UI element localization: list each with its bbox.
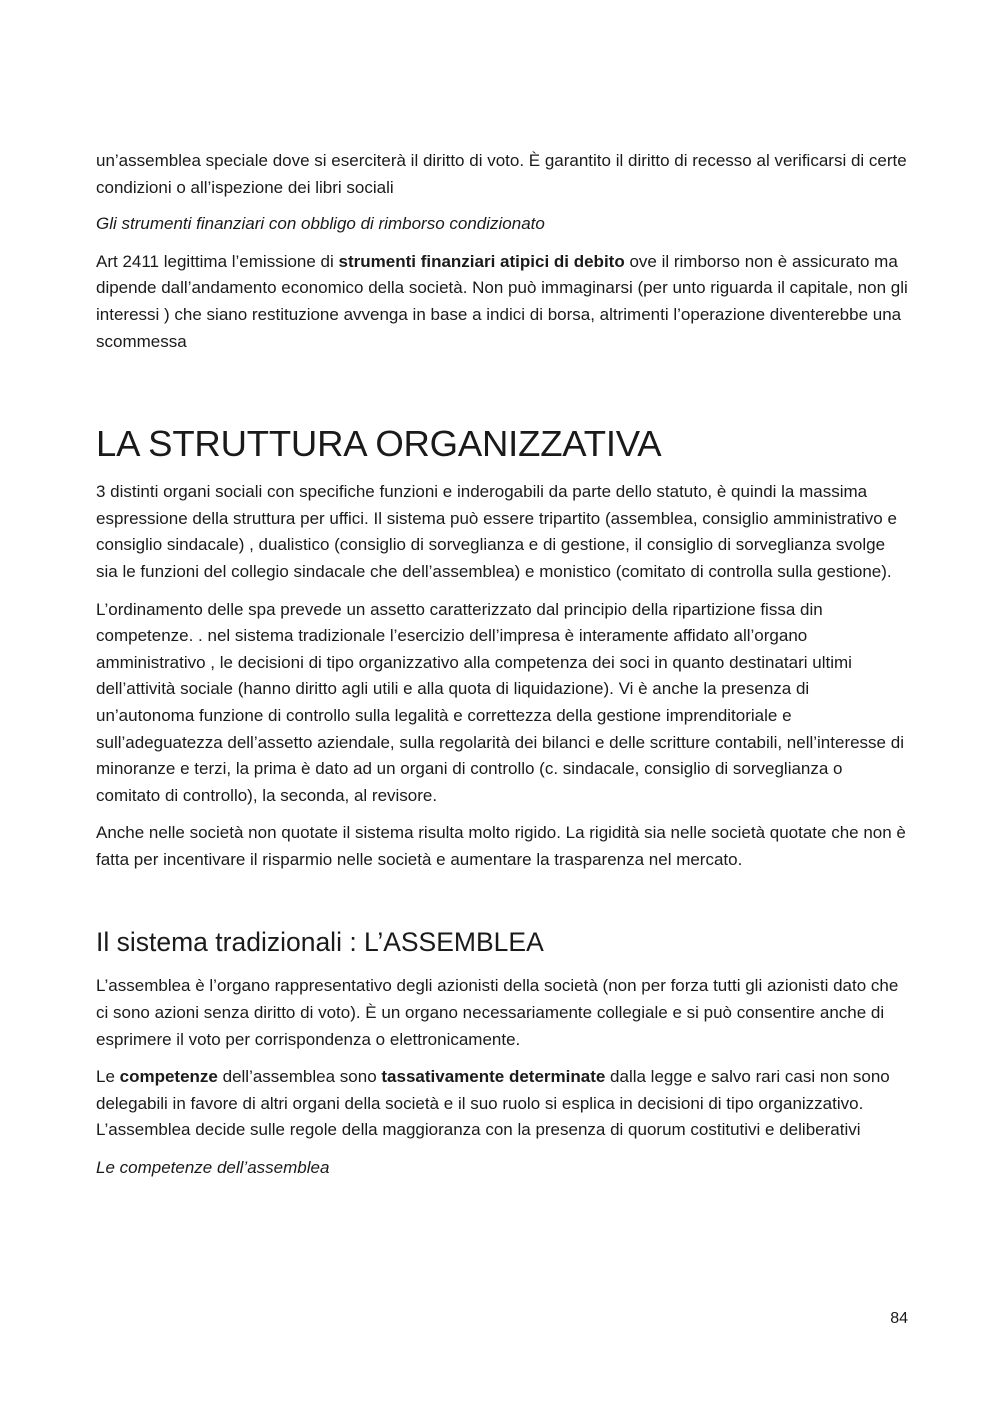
section2-paragraph-1: L’assemblea è l’organo rappresentativo degli azionisti della società (non per forza tutti gli azionisti dato che ci sono azioni senza diritto di voto). È un organo necessariamente collegiale e si può consentire anche di esprimere il voto per corrispondenza o elettronicamente. [96, 976, 899, 1049]
page-number: 84 [890, 1310, 908, 1327]
section2-subheading-text: Le competenze dell’assemblea [96, 1158, 330, 1178]
intro-subheading [96, 211, 908, 238]
intro-paragraph-2-start: Art 2411 legittima l’emissione di [96, 251, 339, 271]
section-title-assemblea: Il sistema tradizionali : L’ASSEMBLEA [96, 927, 544, 958]
intro-paragraph-2 [96, 249, 908, 355]
intro-paragraph-2-end: ove il rimborso non è assicurato ma dipende dall’andamento economico della società. Non può immaginarsi (per unto riguarda il capitale, non gli interessi ) che siano restituzione avvenga in base a indici di borsa, altrimenti l’operazione diventerebbe una scommessa [96, 251, 908, 351]
document-page [96, 148, 908, 1182]
section2-paragraph-2-t2: dell’assemblea sono [217, 1067, 382, 1087]
intro-subheading-text: Gli strumenti finanziari con obbligo di rimborso condizionato [96, 214, 545, 234]
section2-subheading [96, 1155, 908, 1182]
section2-paragraph-2 [96, 1064, 908, 1144]
section1-paragraph-3: Anche nelle società non quotate il sistema risulta molto rigido. La rigidità sia nelle società quotate che non è fatta per incentivare il risparmio nelle società e aumentare la trasparenza nel mercato. [96, 823, 906, 869]
section2-paragraph-2-b2: tassativamente determinate [381, 1067, 606, 1087]
section1-paragraph-1: 3 distinti organi sociali con specifiche funzioni e inderogabili da parte dello statuto, è quindi la massima espressione della struttura per uffici. Il sistema può essere tripartito (assemblea, consiglio amministrativo e consiglio sindacale) , dualistico (consiglio di sorveglianza e di gestione, il consiglio di sorveglianza svolge sia le funzioni del collegio sindacale che dell’assemblea) e monistico (comitato di controlla sulla gestione). [96, 482, 897, 581]
section2-paragraph-2-t3: dalla legge e salvo rari casi non sono delegabili in favore di altri organi della società e il suo ruolo si esplica in decisioni di tipo organizzativo. L’assemblea decide sulle regole della maggioranza con la presenza di quorum costitutivi e deliberativi [96, 1067, 890, 1140]
intro-paragraph-2-bold: strumenti finanziari atipici di debito [338, 251, 625, 271]
section-title-struttura: LA STRUTTURA ORGANIZZATIVA [96, 423, 662, 465]
section1-paragraph-2: L’ordinamento delle spa prevede un assetto caratterizzato dal principio della ripartizione fissa din competenze. . nel sistema tradizionale l’esercizio dell’impresa è interamente affidato all’organo amministrativo , le decisioni di tipo organizzativo alla competenza dei soci in quanto destinatari ultimi dell’attività sociale (hanno diritto agli utili e alla quota di liquidazione). Vi è anche la presenza di un’autonoma funzione di controllo sulla legalità e correttezza della gestione imprenditoriale e sull’adeguatezza dell’assetto aziendale, sulla regolarità dei bilanci e delle scritture contabili, nell’interesse di minoranze e terzi, la prima è dato ad un organi di controllo (c. sindacale, consiglio di sorveglianza o comitato di controllo), la seconda, al revisore. [96, 599, 904, 805]
section2-paragraph-2-t1: Le [96, 1067, 120, 1087]
intro-paragraph: un’assemblea speciale dove si eserciterà il diritto di voto. È garantito il diritto di recesso al verificarsi di certe condizioni o all’ispezione dei libri sociali [96, 151, 907, 197]
section2-paragraph-2-b1: competenze [119, 1067, 218, 1087]
